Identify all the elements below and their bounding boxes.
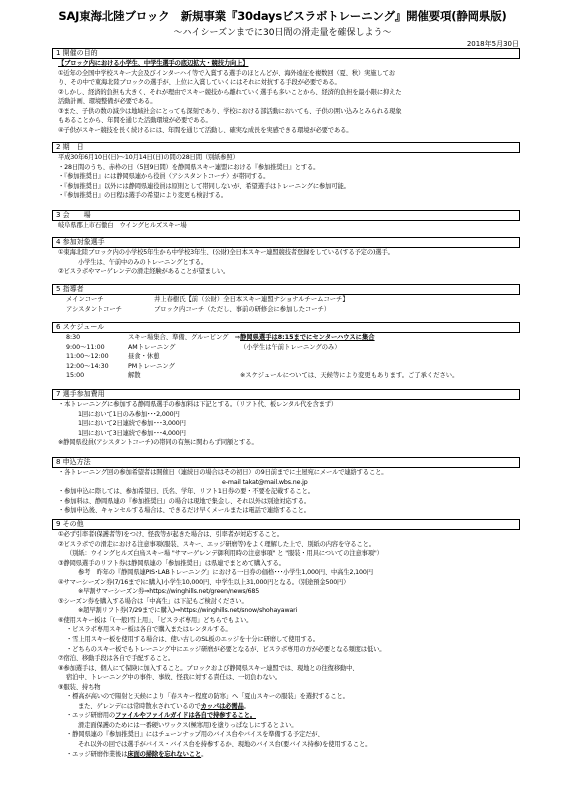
section-heading: 9 その他 bbox=[52, 519, 520, 530]
table-row bbox=[52, 362, 458, 372]
text-line: ③また、子供の数の減少は地域社会にとっても深刻であり、学校における部活動においても、子供の囲い込みとみられる現象 bbox=[58, 107, 402, 115]
text-span: ・エッジ研磨用の bbox=[66, 712, 116, 720]
section-coaches bbox=[52, 284, 520, 314]
text-line: 滑走面保護のためには一番硬いワックス(極寒用)を塗りっぱなしにするとよい。 bbox=[78, 721, 298, 729]
schedule-activity: PMトレーニング bbox=[128, 362, 175, 370]
coach-table bbox=[52, 295, 349, 314]
section-fees bbox=[52, 389, 520, 448]
schedule-activity: 昼食・休憩 bbox=[128, 353, 160, 361]
section-purpose bbox=[52, 48, 520, 135]
text-line: ※超早割リフト券(7/29までに購入)⇒https://winghills.net/snow/shohayawari bbox=[78, 607, 298, 615]
emphasis-span: ファイルやファイルガイドは各自で持参すること。 bbox=[115, 712, 256, 720]
emphasis-span: 床面の掃除を忘れないこと bbox=[127, 750, 202, 758]
text-line: もあることから、年間を通じた活動環境が必要である。 bbox=[58, 117, 212, 125]
schedule-note bbox=[240, 352, 458, 362]
text-line: ③静岡県選手のリフト券は静岡県連の「参加推奨日」は県連でまとめて購入する。 bbox=[58, 559, 285, 567]
text-line: 宿泊中、トレーニング中の事件、事故、怪我に対する責任は、一切負わない。 bbox=[66, 674, 282, 682]
coach-name: ブロック内コーチ（ただし、事前の研修会に参加したコーチ） bbox=[154, 305, 331, 313]
text-line: 1回において2日連続で参加･･･3,000円 bbox=[78, 420, 186, 428]
text-line: ・雪上用スキー板を使用する場合は、使い古しのSL板のエッジを十分に研磨して使用する。 bbox=[66, 636, 319, 644]
coach-name: 井上春樹氏【前（公財）全日本スキー連盟ナショナルチームコーチ】 bbox=[154, 296, 349, 303]
text-line: ④子供がスキー競技を長く続けるには、年間を通じて活動し、確実な成長を実感できる環境が必要である。 bbox=[58, 126, 353, 134]
text-line: ⑥使用スキー板は「(一般)雪上用」、「ビスラボ専用」どちらでもよい。 bbox=[58, 616, 253, 624]
table-row bbox=[52, 371, 458, 381]
text-line: ・静岡県連の『参加推奨日』にはチューンナップ用のバイス台やバイスを準備する予定だが、 bbox=[66, 731, 324, 739]
schedule-activity: 解散 bbox=[128, 372, 141, 380]
text-line: ・各トレーニング回の参加希望者は開催日（連続日の場合はその初日）の9日前までに土屋宛にメールで連絡すること。 bbox=[58, 469, 388, 476]
text-line: それ以外の回では選手がバイス・バイス台を持参するか、現地のバイス台(要バイス持参)を使用すること。 bbox=[78, 741, 372, 749]
section-other bbox=[52, 519, 520, 759]
document-date: 2018年5月30日 bbox=[466, 40, 519, 48]
text-line: ・参加申込に際しては、参加希望日、氏名、学年、リフト1日券の要・不要を記載すること。 bbox=[58, 488, 314, 496]
text-line: ④サマーシーズン券(7/16まで)に購入)小学生10,000円、中学生以上31,000円となる。（別途預金500円） bbox=[58, 578, 350, 586]
text-line: ・『参加推奨日』の日程は選手の希望により変更も検討する。 bbox=[58, 192, 227, 200]
section-heading: 7 選手参加費用 bbox=[52, 389, 520, 400]
text-line: ⑧参加選手は、個人にて保険に加入すること。ブロックおよび静岡県スキー連盟では、現地との往復移動中、 bbox=[58, 664, 359, 672]
coach-role: アシスタントコーチ bbox=[66, 305, 122, 313]
schedule-note bbox=[240, 362, 458, 372]
table-row bbox=[52, 305, 349, 315]
text-span: 。 bbox=[243, 702, 250, 710]
page-subtitle: ～ハイシーズンまでに30日間の滑走量を確保しよう～ bbox=[173, 28, 392, 38]
page-title: SAJ東海北陸ブロック 新規事業『30daysビスラボトレーニング』開催要項(静岡県版) bbox=[58, 9, 507, 23]
schedule-note: ※スケジュールについては、天候等により変更もあります。ご了承ください。 bbox=[240, 372, 459, 380]
text-line: 活動計画、環境整備が必要である。 bbox=[58, 98, 157, 106]
text-line: ・参加申込後、キャンセルする場合は、できるだけ早くメールまたは電話で連絡すること。 bbox=[58, 507, 310, 515]
text-line: ・ビスラボ専用スキー板は各自で購入またはレンタルする。 bbox=[66, 626, 232, 634]
schedule-time: 15:00 bbox=[66, 372, 85, 380]
section-venue bbox=[52, 210, 520, 231]
table-row bbox=[52, 295, 349, 305]
emphasis-span: カッパは必需品 bbox=[200, 702, 244, 710]
section-heading: 6 スケジュール bbox=[52, 322, 520, 333]
text-line: ・標高が高いので陽射と天候により「春スキー程度の防寒」へ「夏山スキーの服装」を選択すること。 bbox=[66, 693, 349, 701]
schedule-note: （小学生は午前トレーニングのみ） bbox=[240, 343, 341, 351]
schedule-table bbox=[52, 333, 458, 381]
section-heading: 5 指導者 bbox=[52, 284, 520, 295]
text-line: ・28日間のうち、赤枠の日（5回9日間）を静岡県スキー連盟における『参加推奨日』とする。 bbox=[58, 163, 320, 171]
schedule-time: 9:00～11:00 bbox=[66, 343, 105, 351]
text-line: ※静岡県役員(アシスタントコーチ)の帯同の有無に関わらず同額とする。 bbox=[58, 439, 258, 447]
text-line: り、その中で東海北陸ブロックの選手が、上位に入賞していくにはそれに対抗する手段が必要である。 bbox=[58, 79, 341, 87]
text-line: ・『参加推奨日』以外には静岡県連役員は原則として帯同しないが、希望選手はトレーニングに参加可能。 bbox=[58, 182, 350, 190]
text-line: ・本トレーニングに参加する静岡県選手の参加料は下記とする。（リフト代、板レンタル代を含まず） bbox=[58, 401, 338, 408]
text-line: ①近年の全国中学校スキー大会及びインターハイ等で入賞する選手のほとんどが、海外遠征を複数回（夏、秋）実施してお bbox=[58, 69, 395, 77]
text-line: ⑦宿泊、移動手段は各自で手配すること。 bbox=[58, 655, 175, 663]
section-subheading: 【ブロック内における小学生、中学生選手の底辺拡大・競技力向上】 bbox=[58, 60, 249, 67]
section-heading: 1 開催の目的 bbox=[52, 48, 520, 59]
section-heading: 3 会 場 bbox=[52, 210, 520, 221]
text-line bbox=[52, 702, 520, 712]
table-row bbox=[52, 333, 458, 343]
text-line: 小学生は、午前中のみのトレーニングとする。 bbox=[78, 258, 208, 266]
text-line bbox=[52, 750, 520, 760]
table-row bbox=[52, 352, 458, 362]
text-line: 岐阜県郡上市石徹白 ウイングヒルズスキー場 bbox=[58, 222, 187, 229]
text-span: 。 bbox=[201, 750, 208, 758]
text-line: ①東海北陸ブロック内の小学校5年生から中学校3年生、(公財)全日本スキー連盟競技者登録をしている(する予定の)選手。 bbox=[58, 249, 394, 256]
schedule-time: 8:30 bbox=[66, 334, 81, 341]
coach-role: メインコーチ bbox=[66, 296, 104, 303]
text-line: 参考 昨年の『静岡県連PIS･LABトレーニング』における一日券の価格･･･小学生1,000円、中高生2,100円 bbox=[78, 569, 373, 577]
text-span: また、ゲレンデには常時散水されているので bbox=[78, 702, 201, 710]
text-line: ・どちらのスキー板でもトレーニング中にエッジ研磨が必要となるが、ビスラボ専用の方が必要となる頻度は低い。 bbox=[66, 645, 386, 653]
text-line: ②ビスラボでの滑走における注意事項(服装、スキー、エッジ研磨等)をよく理解した上で、別紙の内容を守ること。 bbox=[58, 540, 375, 548]
text-line: ①必ず引率者(保護者等)をつけ、怪我等が起きた場合は、引率者が対応すること。 bbox=[58, 531, 283, 538]
section-heading: 8 申込方法 bbox=[52, 457, 520, 468]
text-line: 1回において1日のみ参加･･･2,000円 bbox=[78, 410, 180, 418]
section-heading: 2 期 日 bbox=[52, 142, 520, 153]
text-line bbox=[52, 711, 520, 721]
text-line: ⑨服装、持ち物 bbox=[58, 683, 101, 691]
section-heading: 4 参加対象選手 bbox=[52, 237, 520, 248]
section-eligibility bbox=[52, 237, 520, 277]
text-line: ②ビスラボやマーゲレンデの滑走経験があることが望ましい。 bbox=[58, 268, 230, 276]
section-schedule bbox=[52, 322, 520, 381]
text-span: ・エッジ研磨作業後は bbox=[66, 750, 128, 758]
schedule-time: 12:00～14:30 bbox=[66, 362, 109, 370]
text-line: 平成30年6月10日(日)～10月14日(日)の間の28日間（別紙参照） bbox=[58, 154, 239, 161]
table-row bbox=[52, 343, 458, 353]
schedule-time: 11:00～12:00 bbox=[66, 353, 109, 361]
schedule-note: 静岡県選手は8:15までにセンターハウスに集合 bbox=[240, 334, 375, 341]
section-dates bbox=[52, 142, 520, 201]
text-line: ⑤シーズン券を購入する場合は「中高生」は下記もご検討ください。 bbox=[58, 597, 248, 605]
schedule-activity: スキー場集合、準備、グルーピング ⇒ bbox=[128, 334, 241, 341]
schedule-activity: AMトレーニング bbox=[128, 343, 176, 351]
text-line: ・『参加推奨日』には静岡県連から役員（アシスタントコーチ）が帯同する。 bbox=[58, 173, 270, 181]
text-line: （別紙：ウイングヒルズ白鳥スキー場 "サマーゲレンデ御利用時の注意事項" と "服装・用具についての注意事項"） bbox=[66, 550, 383, 558]
text-line: ・参加料は、静岡県連の『参加推奨日』の場合は現地で集金し、それ以外は別途対応する。 bbox=[58, 497, 311, 505]
section-application bbox=[52, 457, 520, 516]
contact-email: e-mail takat@mail.wbs.ne.jp bbox=[222, 478, 308, 486]
text-line: 1回において3日連続で参加･･･4,000円 bbox=[78, 429, 186, 437]
text-line: ②しかし、経済的負担も大きく、それが理由でスキー競技から離れていく選手も多いことから、経済的負担を最小限に抑えた bbox=[58, 88, 402, 96]
text-line: ※早割サマーシーズン券⇒https://winghills.net/green/news/685 bbox=[78, 588, 260, 596]
